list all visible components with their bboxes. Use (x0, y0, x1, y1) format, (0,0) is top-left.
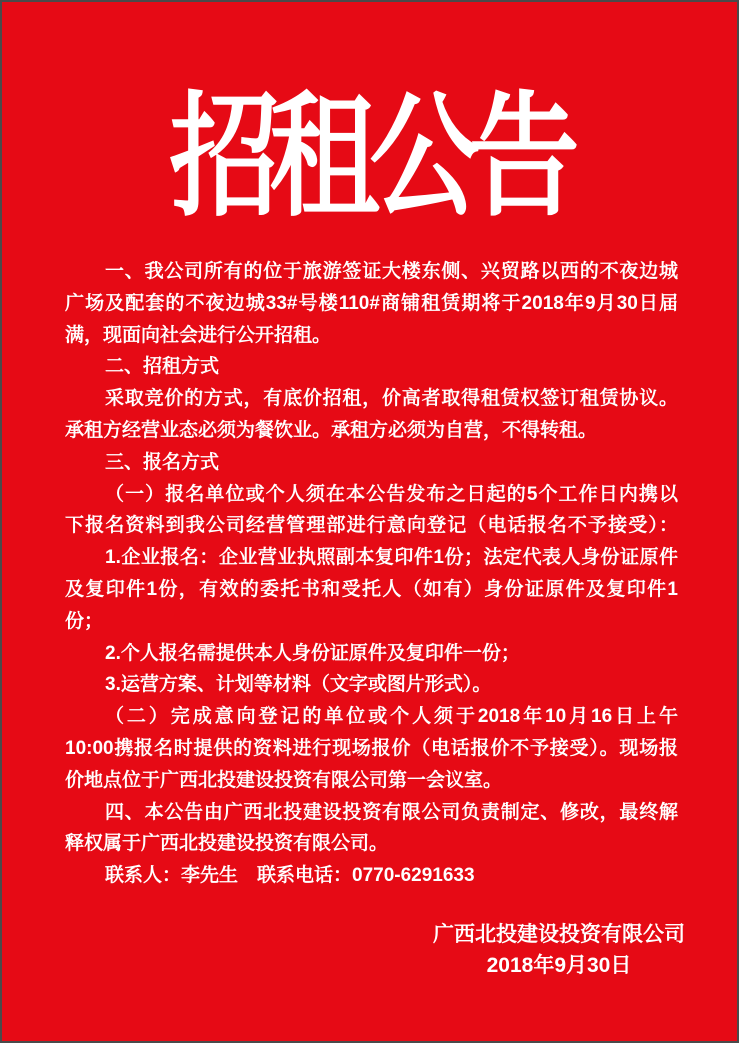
poster-title: 招租公告 (169, 77, 570, 235)
contact-line: 联系人：李先生 联系电话：0770-6291633 (105, 865, 475, 887)
signature-date: 2018年9月30日 (486, 954, 632, 977)
notice-line: 价地点位于广西北投建设投资有限公司第一会议室。 (65, 769, 503, 791)
notice-section-heading: 三、报名方式 (105, 451, 220, 473)
notice-line: 满，现面向社会进行公开招租。 (65, 324, 332, 346)
notice-line: 2.个人报名需提供本人身份证原件及复印件一份； (105, 642, 520, 664)
notice-line: 承租方经营业态必须为餐饮业。承租方必须为自营，不得转租。 (65, 419, 598, 441)
notice-section-heading: 二、招租方式 (105, 356, 220, 378)
notice-line: 广场及配套的不夜边城33#号楼110#商铺租赁期将于2018年9月30日届 (65, 292, 678, 314)
notice-line: 1.企业报名：企业营业执照副本复印件1份；法定代表人身份证原件 (105, 547, 678, 569)
notice-line: 份； (65, 610, 104, 632)
notice-line: 一、我公司所有的位于旅游签证大楼东侧、兴贸路以西的不夜边城 (105, 261, 678, 282)
notice-line: 10:00携报名时提供的资料进行现场报价（电话报价不予接受）。现场报 (65, 737, 678, 759)
notice-line: （二）完成意向登记的单位或个人须于2018年10月16日上午 (105, 706, 678, 728)
notice-line: 采取竞价的方式，有底价招租，价高者取得租赁权签订租赁协议。 (105, 388, 678, 410)
notice-line: 四、本公告由广西北投建设投资有限公司负责制定、修改，最终解 (105, 801, 678, 823)
notice-line: 3.运营方案、计划等材料（文字或图片形式）。 (105, 674, 492, 696)
signature-block (433, 919, 685, 981)
notice-line: 释权属于广西北投建设投资有限公司。 (65, 833, 389, 855)
notice-line: 下报名资料到我公司经营管理部进行意向登记（电话报名不予接受）： (65, 515, 678, 537)
notice-line: 及复印件1份，有效的委托书和受托人（如有）身份证原件及复印件1 (65, 578, 678, 600)
notice-line: （一）报名单位或个人须在本公告发布之日起的5个工作日内携以 (105, 483, 678, 505)
notice-body (65, 256, 678, 892)
signature-company: 广西北投建设投资有限公司 (433, 923, 685, 946)
